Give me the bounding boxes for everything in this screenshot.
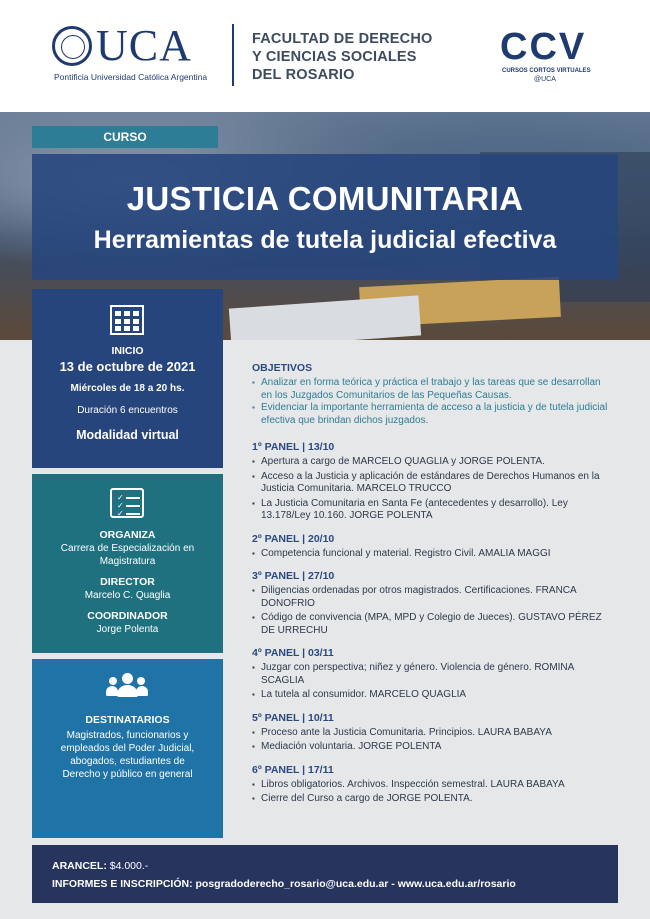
panel-heading: 4º PANEL | 03/11 [252, 647, 334, 659]
course-subtitle: Herramientas de tutela judicial efectiva [93, 226, 557, 254]
course-title: JUSTICIA COMUNITARIA [126, 180, 524, 217]
course-tag: CURSO [32, 126, 218, 148]
faculty-name [252, 30, 432, 84]
panel-item: ▪ Mediación voluntaria. JORGE POLENTA [252, 741, 612, 754]
modality: Modalidad virtual [76, 428, 179, 442]
start-date: 13 de octubre de 2021 [59, 359, 196, 374]
audience-line-1: Magistrados, funcionarios y [66, 730, 189, 741]
panel-item: ▪ Código de convivencia (MPA, MPD y Colegio de Jueces). GUSTAVO PÉREZ DE URRECHU [252, 612, 612, 637]
panel-6 [252, 764, 612, 806]
hero-photo-paper [229, 295, 421, 340]
panel-item: ▪ Proceso ante la Justicia Comunitaria. Principios. LAURA BABAYA [252, 727, 612, 740]
header [0, 0, 650, 112]
ccv-logo [498, 24, 602, 88]
panel-item: ▪ Apertura a cargo de MARCELO QUAGLIA y JORGE POLENTA. [252, 456, 612, 469]
panel-heading: 3º PANEL | 27/10 [252, 570, 335, 582]
director-name: Marcelo C. Quaglia [84, 590, 171, 601]
panel-item: ▪ Libros obligatorios. Archivos. Inspección semestral. LAURA BABAYA [252, 779, 612, 792]
arancel-value: $4.000.- [109, 860, 149, 872]
faculty-line-1: FACULTAD DE DERECHO [252, 31, 433, 47]
calendar-icon [110, 305, 144, 335]
informes-line [52, 878, 516, 890]
coordinador-label: COORDINADOR [87, 610, 168, 622]
panel-heading: 1º PANEL | 13/10 [252, 441, 335, 453]
director-label: DIRECTOR [100, 576, 155, 588]
panel-1 [252, 441, 612, 523]
organiza-line-1: Carrera de Especialización en [60, 543, 195, 554]
panel-item: ▪ Cierre del Curso a cargo de JORGE POLENTA. [252, 793, 612, 806]
organiza-label: ORGANIZA [99, 529, 156, 541]
objectives-heading: OBJETIVOS [252, 362, 313, 374]
panel-item: ▪ Juzgar con perspectiva; niñez y género. Violencia de género. ROMINA SCAGLIA [252, 662, 612, 687]
arancel-line [52, 860, 148, 872]
uca-logo-text: UCA [96, 21, 192, 70]
duration: Duración 6 encuentros [77, 405, 178, 416]
panel-2 [252, 533, 612, 561]
arancel-label: ARANCEL: [52, 860, 107, 872]
program-content [252, 362, 612, 808]
panel-4 [252, 647, 612, 702]
header-divider [232, 24, 234, 86]
schedule: Miércoles de 18 a 20 hs. [70, 383, 185, 394]
faculty-line-3: DEL ROSARIO [252, 67, 355, 83]
organization-block [32, 474, 223, 653]
inicio-label: INICIO [111, 345, 144, 357]
uca-seal-icon [52, 26, 92, 66]
organiza-line-2: Magistratura [99, 556, 156, 567]
informes-label: INFORMES E INSCRIPCIÓN: [52, 878, 193, 890]
informes-value: posgradoderecho_rosario@uca.edu.ar - www.uca.edu.ar/rosario [195, 878, 516, 890]
panel-item: ▪ Competencia funcional y material. Registro Civil. AMALIA MAGGI [252, 548, 612, 561]
panel-item: ▪ La Justicia Comunitaria en Santa Fe (antecedentes y desarrollo). Ley 13.178/Ley 10.160. JORGE POLENTA [252, 498, 612, 523]
ccv-subtitle-uca: @UCA [534, 76, 556, 83]
panel-item: ▪ Diligencias ordenadas por otros magistrados. Certificaciones. FRANCA DONOFRIO [252, 585, 612, 610]
objective-item: ▪ Evidenciar la importante herramienta de acceso a la justicia y de tutela judicial efectiva que brindan dichos juzgados. [252, 402, 612, 427]
faculty-line-2: Y CIENCIAS SOCIALES [252, 49, 417, 65]
group-icon [106, 673, 148, 703]
coordinador-name: Jorge Polenta [96, 624, 159, 635]
checklist-icon: ✓ ✓ ✓ [110, 488, 144, 518]
title-box [32, 154, 618, 280]
ccv-logo-text: CCV [500, 26, 587, 68]
panel-item: ▪ La tutela al consumidor. MARCELO QUAGLIA [252, 689, 612, 702]
panel-heading: 6º PANEL | 17/11 [252, 763, 334, 776]
course-info-block [32, 289, 223, 468]
objective-item: ▪ Analizar en forma teórica y práctica el trabajo y las tareas que se desarrollan en los Juzgados Comunitarios de las Pequeñas Causas. [252, 377, 612, 402]
audience-label: DESTINATARIOS [85, 714, 170, 726]
panel-5 [252, 712, 612, 754]
uca-logo [52, 21, 212, 86]
panel-heading: 2º PANEL | 20/10 [252, 532, 335, 545]
audience-line-2: empleados del Poder Judicial, [60, 743, 195, 754]
ccv-subtitle: CURSOS CORTOS VIRTUALES [502, 68, 591, 74]
audience-line-3: abogados, estudiantes de [70, 756, 185, 767]
footer-bar [32, 845, 618, 903]
uca-subtitle: Pontificia Universidad Católica Argentina [54, 72, 208, 82]
audience-block [32, 659, 223, 838]
panel-item: ▪ Acceso a la Justicia y aplicación de estándares de Derechos Humanos en la Justicia Comunitaria. MARCELO TRUCCO [252, 471, 612, 496]
objectives-section [252, 362, 612, 427]
panel-3 [252, 570, 612, 637]
panel-heading: 5º PANEL | 10/11 [252, 711, 334, 724]
audience-line-4: Derecho y público en general [62, 769, 193, 780]
